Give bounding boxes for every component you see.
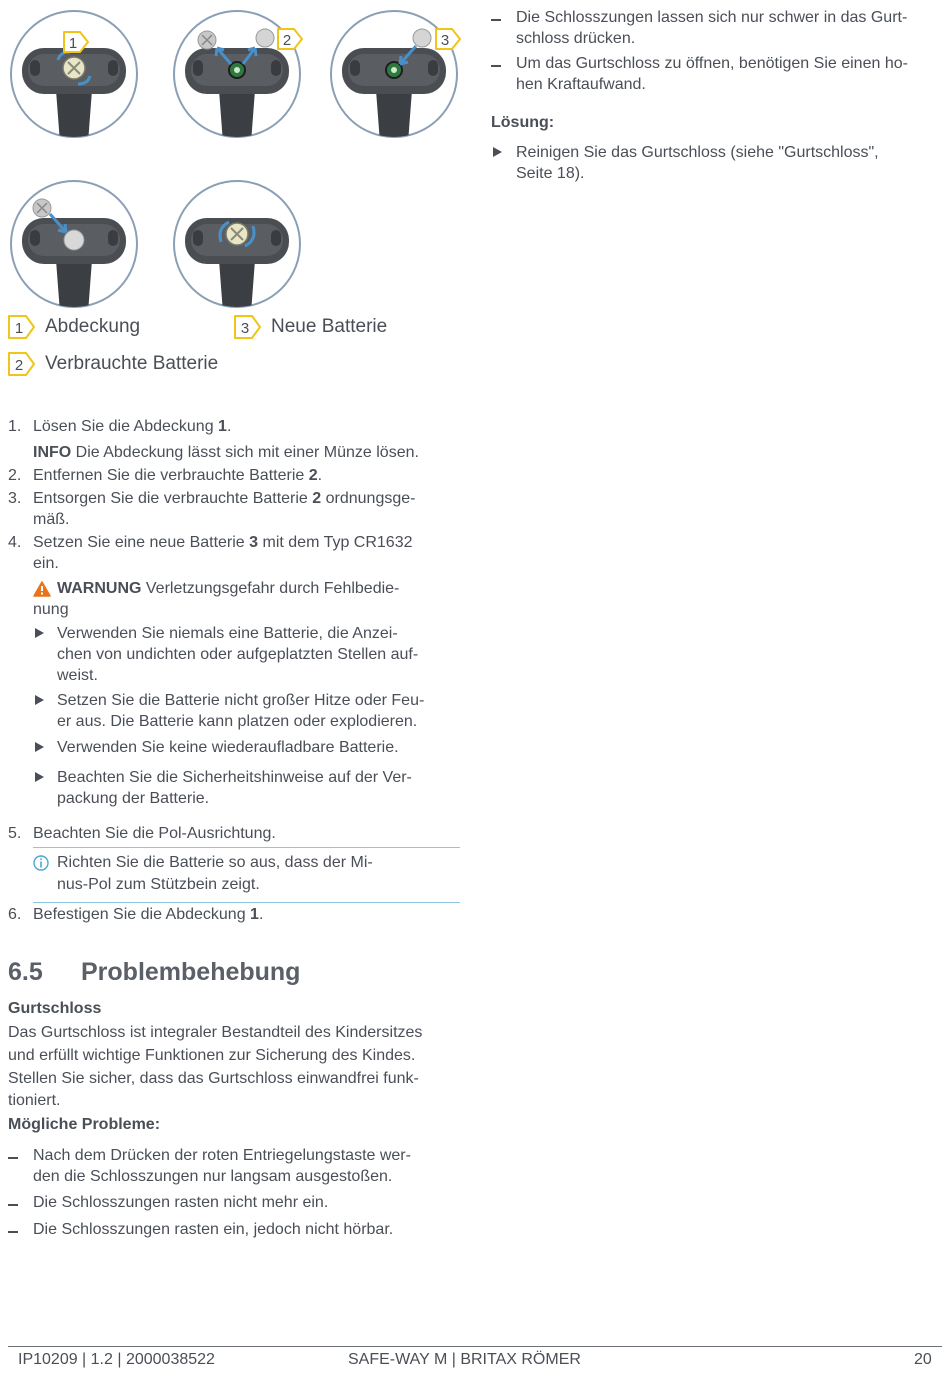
footer-product: SAFE-WAY M | BRITAX RÖMER [348,1351,581,1368]
warning-item-4-l1: Beachten Sie die Sicherheitshinweise auf der Ver- [57,769,412,786]
legend-badge-3 [233,314,263,340]
legend-label-new-battery: Neue Batterie [271,316,388,337]
footer-rule [8,1346,942,1347]
step-3-text-cont: mäß. [33,511,70,528]
footer-doc-id: IP10209 | 1.2 | 2000038522 [18,1351,215,1368]
step-4-text-cont: ein. [33,555,59,572]
right-problem-2-l2: hen Kraftaufwand. [516,76,646,93]
callout-2-icon [276,26,304,52]
right-problem-1-l2: schloss drücken. [516,30,636,47]
step-3-text: Entsorgen Sie die verbrauchte Batterie 2 ordnungsge- [33,490,416,507]
paragraph-line-4: tioniert. [8,1092,61,1109]
problems-label: Mögliche Probleme: [8,1116,161,1133]
step-3-number: 3. [8,490,22,507]
solution-text-l2: Seite 18). [516,165,585,182]
step-4-number: 4. [8,534,22,551]
step-2-text: Entfernen Sie die verbrauchte Batterie 2. [33,467,323,484]
warning-item-1-l2: chen von undichten oder aufgeplatzten Stellen auf- [57,646,419,663]
right-problem-2-l1: Um das Gurtschloss zu öffnen, benötigen Sie einen ho- [516,55,908,72]
illustration-insert-battery [8,178,140,310]
step-5-number: 5. [8,825,22,842]
step-6-text: Befestigen Sie die Abdeckung 1. [33,906,264,923]
warning-item-2-l1: Setzen Sie die Batterie nicht großer Hitze oder Feu- [57,692,425,709]
right-problem-1-l1: Die Schlosszungen lassen sich nur schwer in das Gurt- [516,9,908,26]
dash-bullet-icon [8,1231,18,1233]
callout-1-number: 1 [68,35,78,52]
step-4-text: Setzen Sie eine neue Batterie 3 mit dem Typ CR1632 [33,534,413,551]
legend-label-cover: Abdeckung [45,316,141,337]
step-5-text: Beachten Sie die Pol-Ausrichtung. [33,825,276,842]
bullet-triangle-icon [35,772,44,782]
page-number: 20 [914,1351,932,1368]
problem-1-l1: Nach dem Drücken der roten Entriegelungstaste wer- [33,1147,411,1164]
warning-item-1-l1: Verwenden Sie niemals eine Batterie, die Anzei- [57,625,398,642]
legend-badge-2 [7,351,37,377]
callout-2-number: 2 [282,32,292,49]
step-2-number: 2. [8,467,22,484]
callout-3-number: 3 [440,32,450,49]
dash-bullet-icon [491,65,501,67]
note-text-l1: Richten Sie die Batterie so aus, dass der Mi- [57,854,373,871]
illustration-remove-cover [8,8,140,140]
legend-label-used-battery: Verbrauchte Batterie [45,353,219,374]
paragraph-line-2: und erfüllt wichtige Funktionen zur Sicherung des Kindes. [8,1047,416,1064]
problem-3: Die Schlosszungen rasten ein, jedoch nicht hörbar. [33,1221,394,1238]
warning-heading: WARNUNG Verletzungsgefahr durch Fehlbedie- [57,580,400,597]
dash-bullet-icon [491,19,501,21]
solution-label: Lösung: [491,114,555,131]
note-divider-top [33,847,460,848]
info-icon [33,855,49,871]
note-text-l2: nus-Pol zum Stützbein zeigt. [57,876,260,893]
svg-text:1: 1 [14,320,24,337]
step-1-number: 1. [8,418,22,435]
dash-bullet-icon [8,1204,18,1206]
warning-item-3: Verwenden Sie keine wiederaufladbare Batterie. [57,739,399,756]
note-divider-bottom [33,902,460,903]
warning-icon [33,581,51,597]
callout-3-icon [434,26,462,52]
bullet-triangle-icon [35,695,44,705]
dash-bullet-icon [8,1157,18,1159]
paragraph-line-3: Stellen Sie sicher, dass das Gurtschloss einwandfrei funk- [8,1070,419,1087]
problem-1-l2: den die Schlosszungen nur langsam ausgestoßen. [33,1168,393,1185]
problem-2: Die Schlosszungen rasten nicht mehr ein. [33,1194,329,1211]
svg-text:3: 3 [240,320,250,337]
info-note: INFO Die Abdeckung lässt sich mit einer Münze lösen. [33,444,419,461]
warning-item-1-l3: weist. [57,667,98,684]
section-title: Problembehebung [81,958,301,986]
solution-text-l1: Reinigen Sie das Gurtschloss (siehe "Gurtschloss", [516,144,879,161]
svg-text:2: 2 [14,357,24,374]
warning-item-2-l2: er aus. Die Batterie kann platzen oder explodieren. [57,713,418,730]
subsection-title: Gurtschloss [8,1000,102,1017]
bullet-triangle-icon [493,147,502,157]
legend-badge-1 [7,314,37,340]
callout-1-icon [62,29,90,55]
bullet-triangle-icon [35,628,44,638]
step-1-text: Lösen Sie die Abdeckung 1. [33,418,232,435]
warning-heading-cont: nung [33,601,69,618]
illustration-attach-cover [171,178,303,310]
paragraph-line-1: Das Gurtschloss ist integraler Bestandteil des Kindersitzes [8,1024,423,1041]
bullet-triangle-icon [35,742,44,752]
step-6-number: 6. [8,906,22,923]
section-number: 6.5 [8,958,43,986]
warning-item-4-l2: packung der Batterie. [57,790,210,807]
